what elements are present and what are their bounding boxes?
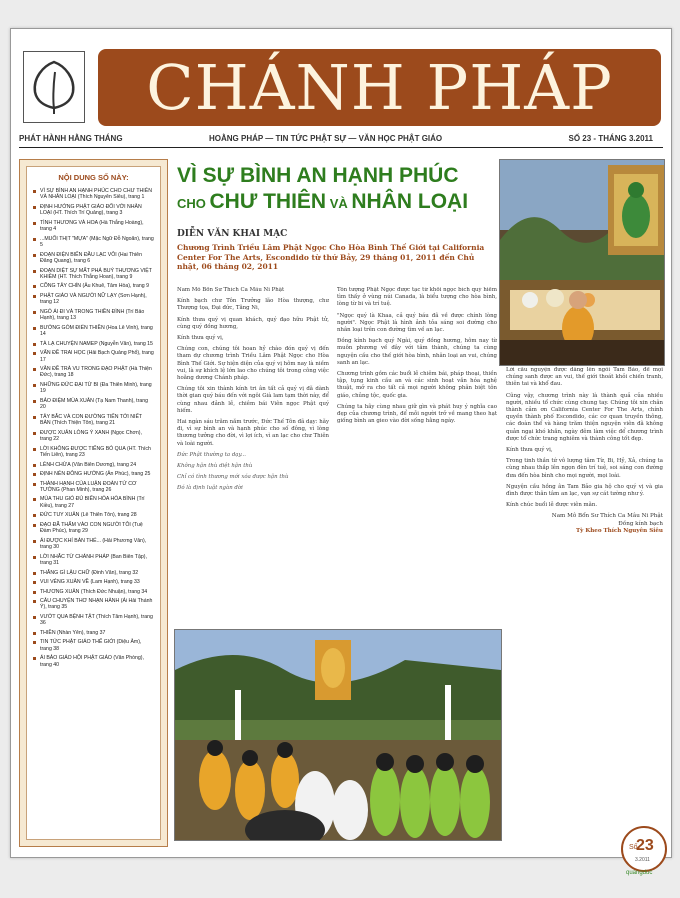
bodhi-leaf-icon (29, 58, 79, 116)
article-paragraph: Hai ngàn sáu trăm năm trước, Đức Thế Tôn đã dạy: hãy đi, vì sự bình an và hạnh phúc cho số đông, vì lòng thương tưởng cho đời, vì lợi ích, vì an lạc cho chư Thiên và loài người. (177, 419, 329, 447)
toc-item: THƯƠNG XUÂN (Thích Đức Nhuận), trang 34 (33, 589, 154, 595)
toc-item: VÌ SỰ BÌNH AN HẠNH PHÚC CHO CHƯ THIÊN VÀ NHÂN LOẠI (Thích Nguyên Siêu), trang 1 (33, 188, 154, 201)
toc-item: VẤN ĐỀ TRAI HỌC (Hải Bạch Quảng Phổ), trang 17 (33, 350, 154, 363)
toc-item: LỜI KHÔNG ĐƯỢC TIẾNG BỎ QUA (HT. Thích Tiến Liên), trang 23 (33, 446, 154, 459)
toc-item: ĐỊNH NÊN ĐÔNG HƯỚNG (Ân Phúc), trang 25 (33, 471, 154, 477)
toc-item: LỜI NHẮC TỪ CHÁNH PHÁP (Ban Biên Tập), trang 31 (33, 554, 154, 567)
article-column-2 (337, 287, 497, 623)
article-paragraph: Nam Mô Bổn Sư Thích Ca Mâu Ni Phật (177, 287, 285, 293)
toc-item: ĐẠO ĐÃ THẤM VÀO CON NGƯỜI TÔI (Tuệ Đàm Phúc), trang 29 (33, 522, 154, 535)
toc-item: THÀNH HẠNH CỦA LUẬN ĐOÀN TỬ CƠ TƯỞNG (Phan Minh), trang 26 (33, 481, 154, 494)
headline-line-1: VÌ SỰ BÌNH AN HẠNH PHÚC (177, 164, 459, 187)
toc-item: NHỮNG ĐỨC ĐẠI TỪ BI (Đa Thiên Minh), trang 19 (33, 382, 154, 395)
newsletter-page (10, 28, 672, 858)
article-paragraph: Chỉ có tình thương mới xóa được hận thù (177, 474, 289, 481)
toc-item: PHẬT GIÁO VÀ NGƯỜI NỮ LẠY (Sơn Hạnh), trang 12 (33, 293, 154, 306)
table-of-contents (19, 159, 168, 847)
headline-line-2: CHO CHƯ THIÊN VÀ NHÂN LOẠI (177, 190, 469, 213)
signature-name: Tỳ Kheo Thích Nguyên Siêu (575, 527, 663, 534)
issue-badge: Số 23 3.2011 (621, 826, 667, 872)
toc-item: ĐOẠN DIỆT SỰ MẤT PHÁ BUÝ THƯƠNG VIỆT KHIÊM (HT. Thích Thắng Hoan), trang 9 (33, 268, 154, 281)
masthead-banner (98, 49, 661, 126)
article-paragraph: Đó là định luật ngàn đời (177, 485, 243, 492)
article-paragraph: Chương trình gồm các buổi lễ chiêm bái, pháp thoại, thiền tập, tụng kinh cầu an và các sinh hoạt văn hóa nghệ thuật, mở ra cho tất cả mọi người không phân biệt tôn giáo, chủng tộc, quốc gia. (337, 371, 497, 399)
article-paragraph: Đồng kính bạch quý Ngài, quý đồng hương, hôm nay từ muôn phương về đây với tâm thành, chúng ta cùng nguyện cầu cho thế giới hòa bình, nhân loại an vui, chúng sanh an lạc. (337, 338, 497, 366)
article-paragraph: Kính chúc buổi lễ được viên mãn. (506, 502, 598, 509)
article-paragraph: Kính thưa quý vị quan khách, quý đạo hữu Phật tử, cùng quý đồng hương, (177, 316, 329, 330)
article-paragraph: Kính thưa quý vị, (506, 447, 553, 454)
article-paragraph: Tôn tượng Phật Ngọc được tạc từ khối ngọc bích quý hiếm tìm thấy ở vùng núi Canada, là biểu tượng cho hòa bình, lòng từ bi và trí tuệ. (337, 287, 497, 308)
section-list: HOẰNG PHÁP — TIN TỨC PHẬT SỰ — VĂN HỌC PHẬT GIÁO (209, 134, 443, 143)
toc-list (33, 188, 154, 668)
toc-item: ĐOẠN ĐIỆN BIẾN ĐẦU LẠC VÔI (Hai Thiên Đăng Quang), trang 6 (33, 252, 154, 265)
issue-info-bar (19, 131, 663, 148)
toc-item: ÁI ĐƯỢC KHÍ BÀN THỂ... (Hải Phương Vân), trang 30 (33, 538, 154, 551)
article-paragraph: Trong tinh thần tứ vô lượng tâm Từ, Bi, Hỷ, Xả, chúng ta cùng nhau thắp lên ngọn đèn trí tuệ, soi sáng con đường đưa đến hòa bình cho mọi người, mọi loài. (506, 458, 663, 479)
buddha-altar-photo (499, 159, 665, 366)
toc-item: NGỎ ÁI ĐI VÀ TRONG THIỀN ĐÌNH (Trí Bảo Hạnh), trang 13 (33, 309, 154, 322)
toc-item: THIỀN (Nhàn Yên), trang 37 (33, 630, 154, 636)
toc-item: TÂY BẮC VÀ CON ĐƯỜNG TIẾN TỚI NIẾT BÀN (Thích Thiện Tôn), trang 21 (33, 414, 154, 427)
article-paragraph: Chúng con, chúng tôi hoan hỷ chào đón quý vị đến tham dự chương trình Triều Lâm Phật Ngọc cho Hòa Bình Thế Giới. Sự hiện diện của quý vị hôm nay là niềm vui, là sự khích lệ lớn lao cho chúng tôi trong công việc hoằng dương Chánh pháp. (177, 346, 329, 382)
issue-badge-number: 23 (636, 837, 654, 854)
article-column-1 (177, 287, 329, 623)
site-brand: quangduc (626, 870, 653, 876)
article-paragraph: "Ngọc quý là Khaa, cả quý báu đã về được chính lòng người". Ngọc Phật là hình ảnh tỏa sáng soi đường cho nhân loại trên con đường tìm về an lạc. (337, 312, 497, 334)
toc-item: BƯỚNG GÓM ĐIỂN THIỀN (Hoa Lê Vinh), trang 14 (33, 325, 154, 338)
signature-block: Nam Mô Bổn Sư Thích Ca Mâu Ni Phật Đồng kính bạch Tỳ Kheo Thích Nguyên Siêu (506, 513, 663, 535)
toc-item: VĂN ĐỀ TRÀ VU TRONG ĐẠO PHẬT (Hà Thiện Đức), trang 18 (33, 366, 154, 379)
toc-item: ĐỊNH HƯỚNG PHẬT GIÁO ĐỐI VỚI NHÂN LOẠI (HT. Thích Trí Quảng), trang 3 (33, 204, 154, 217)
article-paragraph: Cũng vậy, chương trình này là thành quả của nhiều người, nhiều tổ chức cùng chung tay. Chúng tôi xin chân thành cảm ơn California Center For The Arts, chính quyền thành phố Escondido, các cơ quan truyền thông, các đoàn thể và hàng trăm thiện nguyện viên đã không quản ngại khó khăn, ngày đêm làm việc để chương trình được tổ chức trang nghiêm và thành công tốt đẹp. (506, 392, 663, 442)
publication-frequency: PHÁT HÀNH HẰNG THÁNG (19, 134, 123, 143)
article-column-3 (506, 367, 663, 835)
toc-item: ÁI BẢO GIÁO HỘI PHẬT GIÁO (Văn Phòng), trang 40 (33, 655, 154, 668)
toc-item: ĐỨC TUY XUÂN (Lê Thiên Tôn), trang 28 (33, 512, 154, 518)
issue-number: SỐ 23 - THÁNG 3.2011 (568, 134, 653, 143)
toc-item: BẢO ĐIỆM MÙA XUÂN (Tạ Nam Thanh), trang 20 (33, 398, 154, 411)
toc-item: CÕNG TÂY CHÍN (Âu Khuê, Tâm Hòa), trang 9 (33, 283, 154, 289)
toc-item: MÙA THU GIÓ ĐỦ BIẾN HÓA HÒA BÌNH (Trí Kiều), trang 27 (33, 496, 154, 509)
bodhi-leaf-logo (23, 51, 85, 123)
article-paragraph: Lời cầu nguyện được dâng lên ngôi Tam Bảo, để mọi chúng sanh được an vui, thế giới thoát khỏi chiến tranh, thiên tai và khổ đau. (506, 367, 663, 388)
toc-item: VƯỚT QUA BỆNH TẬT (Thích Tâm Hạnh), trang 36 (33, 614, 154, 627)
article-headline (177, 163, 497, 217)
toc-item: TÌNH THƯƠNG VÀ HOA (Hà Thắng Hoàng), trang 4 (33, 220, 154, 233)
speech-label: DIỄN VĂN KHAI MẠC (177, 229, 288, 239)
toc-item: TÀ LẠ CHUYỆN NAMEP (Nguyễn Văn), trang 15 (33, 341, 154, 347)
ceremony-procession-photo (174, 629, 502, 841)
toc-item: LÊNH CHỪA (Văn Biên Dương), trang 24 (33, 462, 154, 468)
article-paragraph: Kính bạch chư Tôn Trưởng lão Hòa thượng, chư Thượng tọa, Đại đức, Tăng Ni, (177, 298, 329, 312)
toc-item: ...MUỐI THỊT "MỰA" (Mặc Ngữ Đỗ Ngoãn), trang 5 (33, 236, 154, 249)
toc-item: CÂU CHUYỆN THƠ NHẠN HÀNH (Ái Hải Thánh Ý), trang 35 (33, 598, 154, 611)
article-paragraph: Chúng tôi xin thành kính tri ân tất cả quý vị đã dành thời gian quý báu đến với ngôi Già lam tạm thời này, để cùng nhau đảnh lễ, chiêm bái Viên ngọc Phật quý hiếm. (177, 386, 329, 414)
masthead-title: CHÁNH PHÁP (146, 51, 613, 124)
article-paragraph: Kính thưa quý vị, (177, 335, 224, 342)
article-subtitle: Chương Trình Triều Lâm Phật Ngọc Cho Hòa Bình Thế Giới tại California Center For The Arts, Escondido từ thứ Bảy, 29 tháng 01, 2011 đến Chủ nhật, 06 tháng 02, 2011 (177, 243, 485, 271)
article-paragraph: Nguyện cầu hồng ân Tam Bảo gia hộ cho quý vị và gia đình được thân tâm an lạc, vạn sự cát tường như ý. (506, 483, 663, 498)
toc-item: VUI VẺNG XUÂN VỀ (Lam Hạnh), trang 33 (33, 579, 154, 585)
toc-item: THẮNG GÌ LẬU CHỮ (Đinh Văn), trang 32 (33, 570, 154, 576)
toc-item: ĐƯỢC XUÂN LÒNG Ý XANH (Ngọc Chơn), trang 22 (33, 430, 154, 443)
article-paragraph: Đức Phật thường ta dạy... (177, 451, 246, 458)
article-paragraph: Không hận thù diệt hận thù (177, 463, 253, 470)
toc-item: TIN TỨC PHẬT GIÁO THẾ GIỚI (Diệu Âm), trang 38 (33, 639, 154, 652)
article-paragraph: Chúng ta hãy cùng nhau giữ gìn và phát huy ý nghĩa cao đẹp của chương trình, để mỗi người trở về mang theo hạt giống bình an gieo vào đời sống hằng ngày. (337, 403, 497, 425)
toc-title: NỘI DUNG SỐ NÀY: (58, 173, 129, 182)
